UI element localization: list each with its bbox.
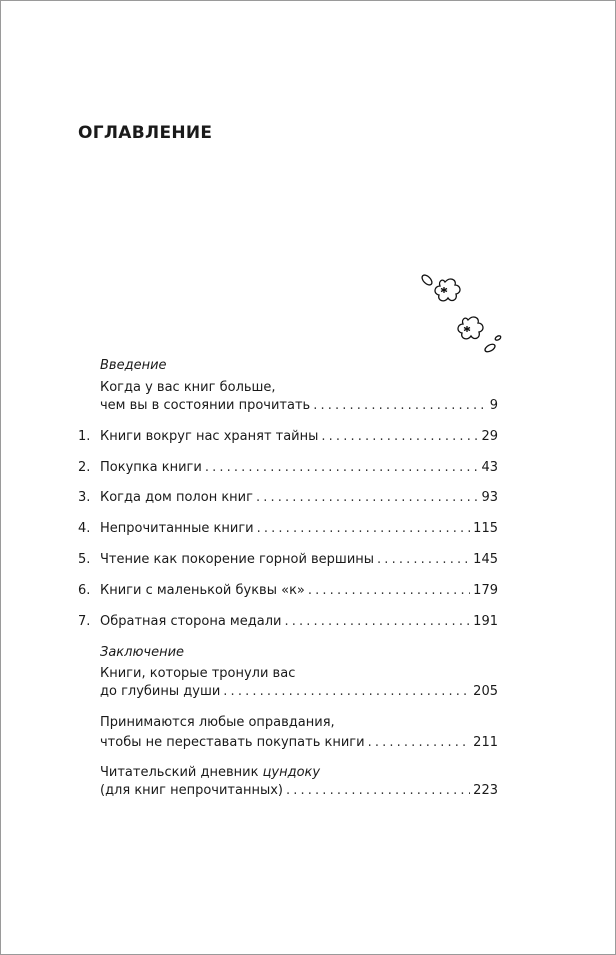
- toc-entry-chapter-7[interactable]: [78, 613, 498, 631]
- section-label: Введение: [100, 358, 167, 373]
- page-number: 179: [473, 583, 498, 598]
- dot-leader: [205, 459, 479, 477]
- dot-leader: [313, 397, 487, 415]
- entry-text: до глубины души: [100, 684, 221, 699]
- intro-heading: [78, 357, 498, 375]
- toc-entry-chapter-5[interactable]: [78, 551, 498, 569]
- page-number: 9: [489, 398, 498, 413]
- entry-text-italic: цундоку: [262, 765, 321, 780]
- entry-text-part: Читательский дневник: [100, 765, 263, 780]
- page-number: 93: [481, 490, 498, 505]
- dot-leader: [377, 551, 470, 569]
- toc-entry-excuses-line1: [78, 714, 498, 732]
- page-number: 223: [473, 783, 498, 798]
- section-label: Заключение: [100, 645, 185, 660]
- chapter-number: 4.: [78, 521, 91, 536]
- dot-leader: [223, 683, 470, 701]
- page-number: 29: [481, 429, 498, 444]
- toc-entry-chapter-4[interactable]: [78, 520, 498, 538]
- page-number: 145: [473, 552, 498, 567]
- dot-leader: [257, 520, 471, 538]
- page-number: 43: [481, 460, 498, 475]
- chapter-number: 1.: [78, 429, 91, 444]
- toc-entry-conclusion[interactable]: [78, 683, 498, 701]
- chapter-number: 2.: [78, 460, 91, 475]
- toc-entry-chapter-2[interactable]: [78, 459, 498, 477]
- toc-entry-chapter-6[interactable]: [78, 582, 498, 600]
- page-number: 205: [473, 684, 498, 699]
- dot-leader: [256, 489, 478, 507]
- entry-text: Книги вокруг нас хранят тайны: [100, 429, 319, 444]
- entry-text: [100, 764, 320, 782]
- dot-leader: [321, 428, 478, 446]
- page-number: 115: [473, 521, 498, 536]
- entry-text: Книги с маленькой буквы «к»: [100, 583, 305, 598]
- chapter-number: 7.: [78, 614, 91, 629]
- chapter-number: 5.: [78, 552, 91, 567]
- toc-entry-diary[interactable]: [78, 782, 498, 800]
- chapter-number: 6.: [78, 583, 91, 598]
- flower-decoration-icon: [415, 268, 505, 353]
- entry-text: Когда дом полон книг: [100, 490, 253, 505]
- entry-text: чем вы в состоянии прочитать: [100, 398, 311, 413]
- toc-entry-conclusion-line1: [78, 665, 498, 683]
- page-number: 191: [473, 614, 498, 629]
- entry-text: Непрочитанные книги: [100, 521, 254, 536]
- entry-text: чтобы не переставать покупать книги: [100, 735, 365, 750]
- toc-entry-chapter-3[interactable]: [78, 489, 498, 507]
- page-number: 211: [473, 735, 498, 750]
- dot-leader: [286, 782, 470, 800]
- entry-text: (для книг непрочитанных): [100, 783, 283, 798]
- chapter-number: 3.: [78, 490, 91, 505]
- toc-entry-chapter-1[interactable]: [78, 428, 498, 446]
- entry-text: Книги, которые тронули вас: [100, 666, 296, 681]
- toc-entry-diary-line1: [78, 764, 498, 782]
- entry-text: Обратная сторона медали: [100, 614, 282, 629]
- toc-entry-intro[interactable]: [78, 397, 498, 415]
- entry-text: Чтение как покорение горной вершины: [100, 552, 375, 567]
- page-title: ОГЛАВЛЕНИЕ: [78, 123, 213, 143]
- dot-leader: [284, 613, 470, 631]
- toc-entry-excuses[interactable]: [78, 734, 498, 752]
- toc-entry-intro-line1: [78, 379, 498, 397]
- dot-leader: [308, 582, 470, 600]
- entry-text: Покупка книги: [100, 460, 202, 475]
- entry-text: Когда у вас книг больше,: [100, 380, 276, 395]
- entry-text: Принимаются любые оправдания,: [100, 715, 335, 730]
- dot-leader: [368, 734, 471, 752]
- conclusion-heading: [78, 644, 498, 662]
